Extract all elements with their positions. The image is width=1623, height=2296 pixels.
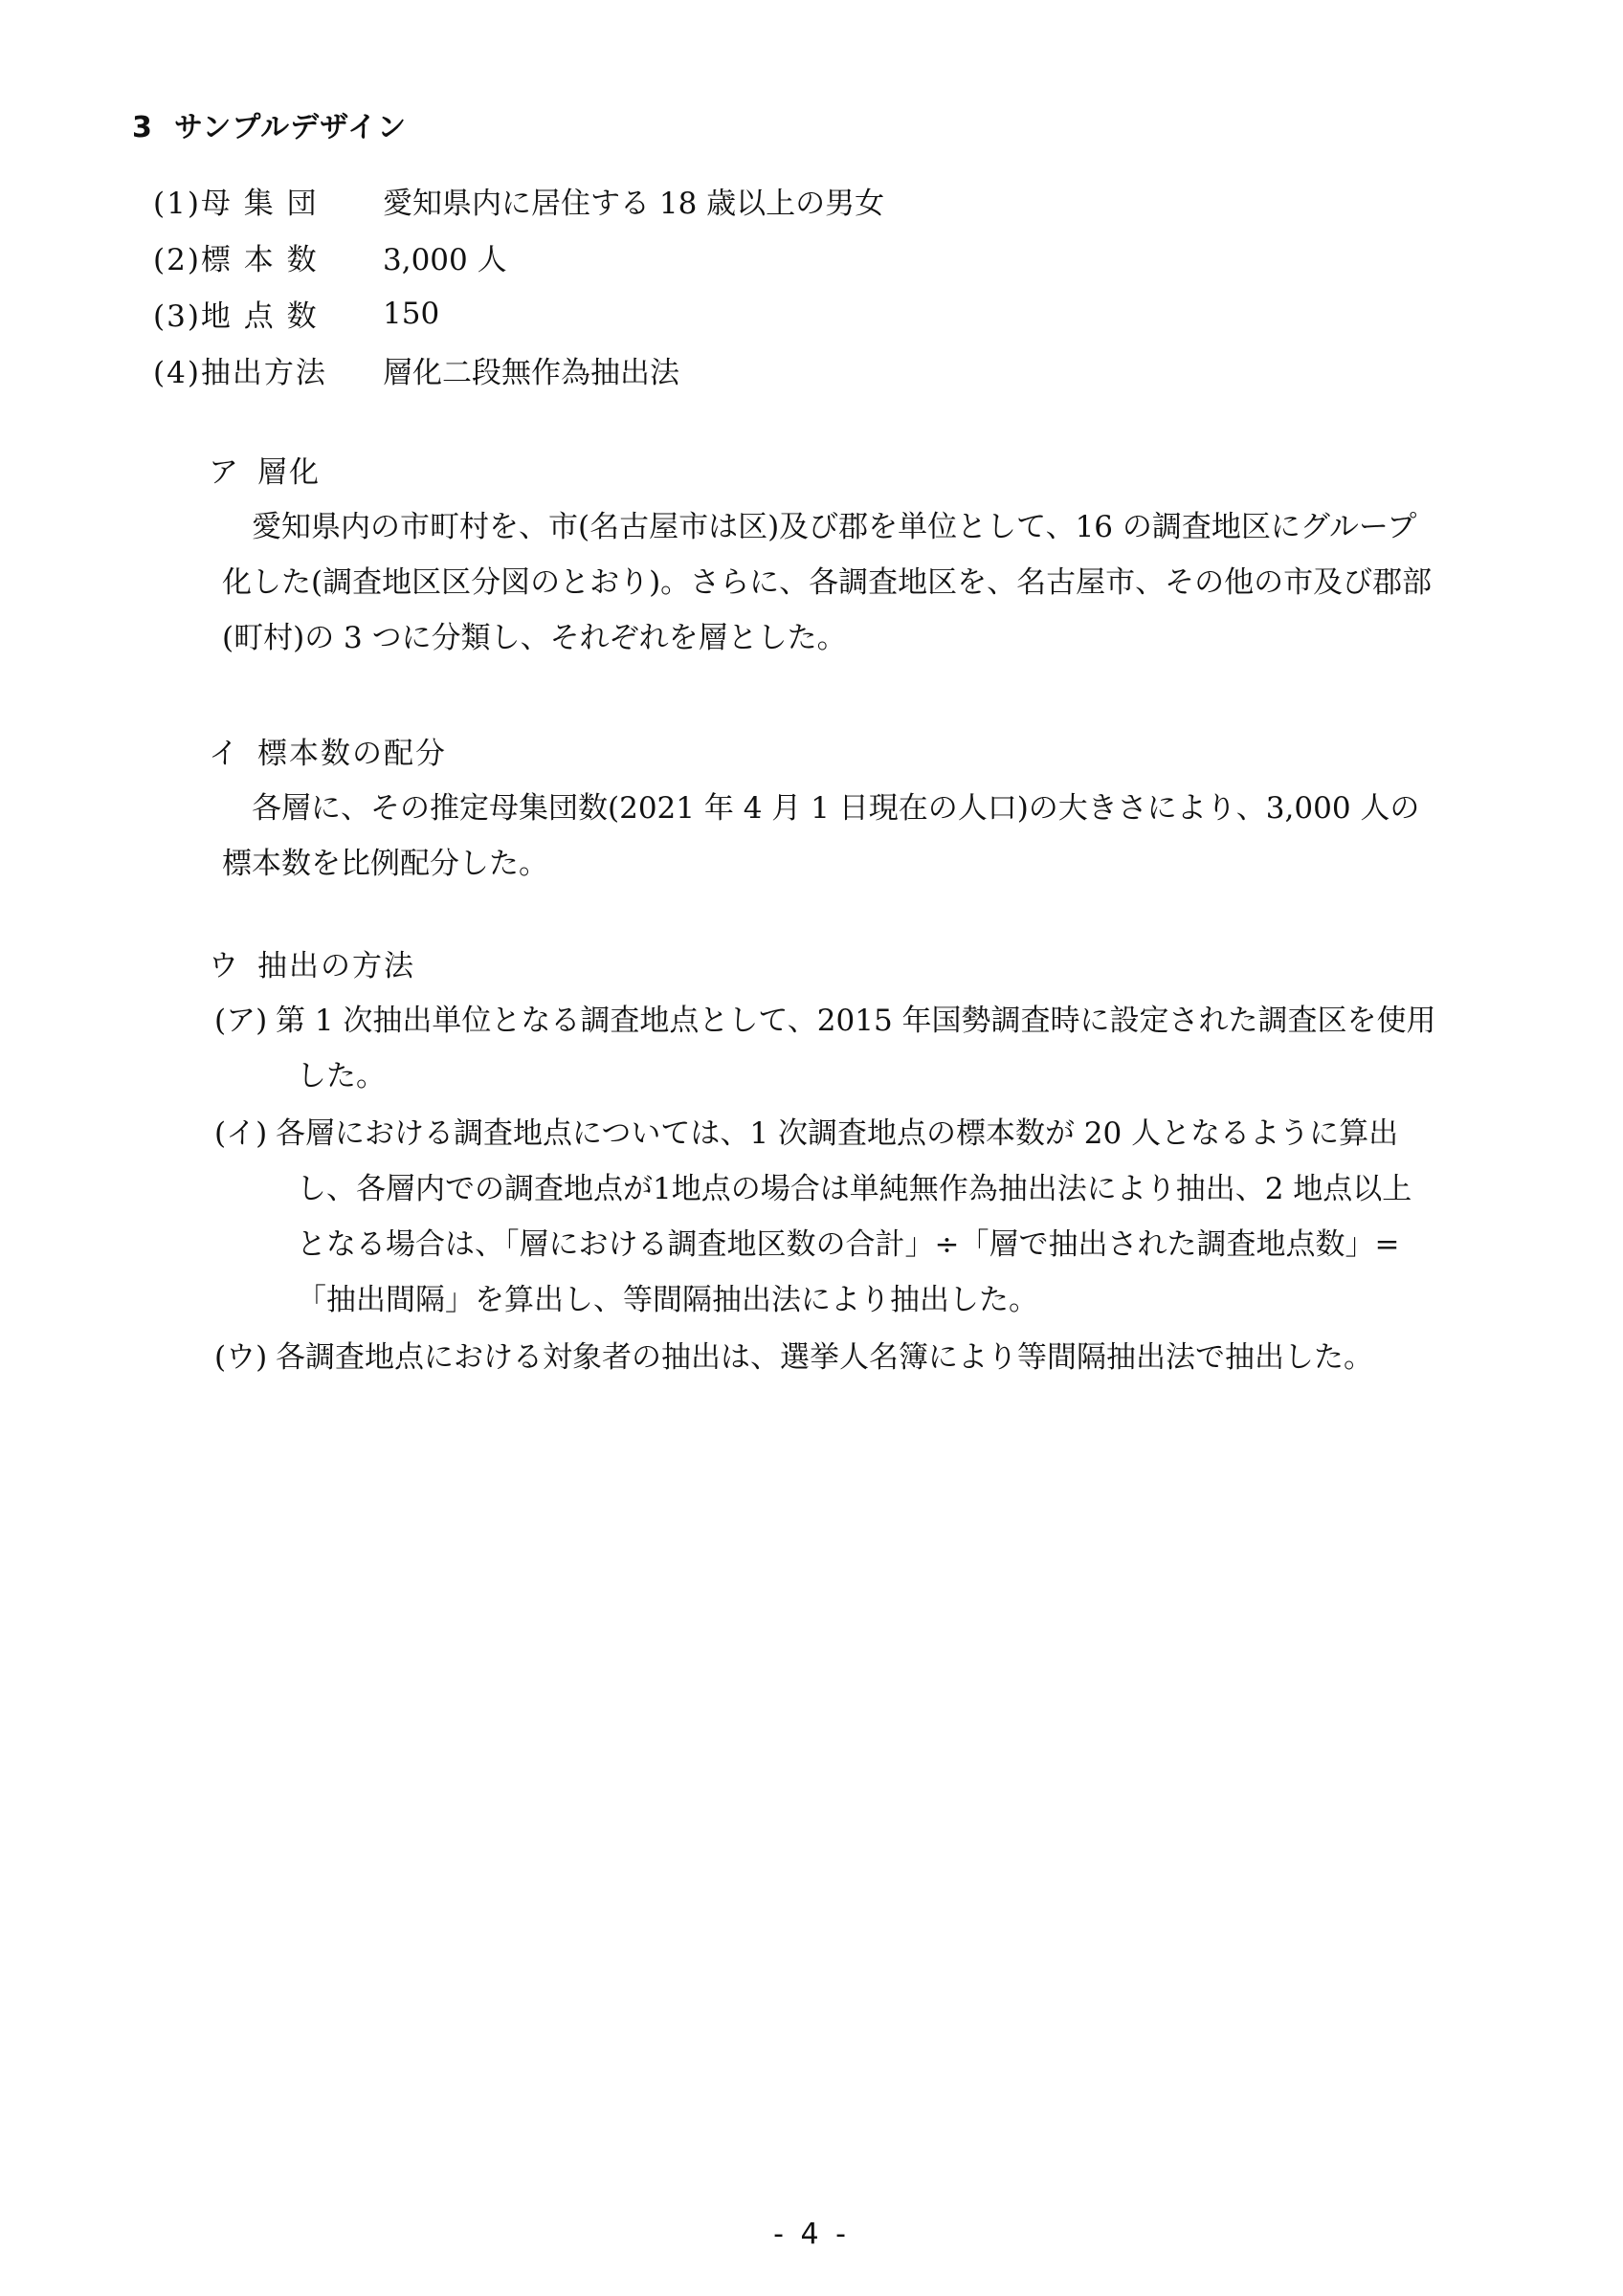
design-value: 150	[383, 296, 440, 331]
design-row-points	[153, 285, 884, 342]
subsection-stratification	[209, 446, 1437, 666]
list-item-mark: (イ)	[214, 1116, 268, 1151]
list-item	[214, 1106, 1437, 1328]
subsection-heading	[209, 727, 1437, 781]
list-item-text: 各層における調査地点については、1 次調査地点の標本数が 20 人となるように算出し、各層内での調査地点が1地点の場合は単純無作為抽出法により抽出、2 地点以上となる場合は、「層における調査地区数の合計」÷「層で抽出された調査地点数」=「抽出間隔」を算出し、等間隔抽出法により抽出した。	[276, 1116, 1412, 1317]
list-item-mark: (ウ)	[214, 1340, 268, 1375]
subsection-mark: イ	[209, 737, 240, 771]
section-heading	[132, 103, 407, 145]
subsection-title: 標本数の配分	[257, 737, 447, 771]
subsection-extraction-method	[209, 939, 1437, 1385]
design-value: 層化二段無作為抽出法	[383, 356, 679, 390]
list-item-text: 第 1 次抽出単位となる調査地点として、2015 年国勢調査時に設定された調査区を使用した。	[276, 1004, 1436, 1093]
design-label: (2)標 本 数	[153, 243, 319, 277]
subsection-paragraph: 各層に、その推定母集団数(2021 年 4 月 1 日現在の人口)の大きさにより、3,000 人の標本数を比例配分した。	[222, 791, 1420, 881]
list-item-text: 各調査地点における対象者の抽出は、選挙人名簿により等間隔抽出法で抽出した。	[276, 1340, 1373, 1375]
design-label: (1)母 集 団	[153, 187, 319, 221]
design-row-sample-size	[153, 229, 884, 285]
sample-design-list	[153, 172, 884, 398]
subsection-mark: ウ	[209, 949, 240, 983]
design-label: (3)地 点 数	[153, 299, 319, 334]
list-item	[214, 1330, 1437, 1385]
subsection-heading	[209, 446, 1437, 499]
section-title: サンプルデザイン	[173, 111, 408, 144]
design-label: (4)抽出方法	[153, 356, 327, 390]
subsection-title: 抽出の方法	[257, 949, 415, 983]
subsection-paragraph: 愛知県内の市町村を、市(名古屋市は区)及び郡を単位として、16 の調査地区にグループ化した(調査地区区分図のとおり)。さらに、各調査地区を、名古屋市、その他の市及び郡部(町村)の 3 つに分類し、それぞれを層とした。	[222, 510, 1433, 655]
list-item-mark: (ア)	[214, 1004, 268, 1038]
design-value: 3,000 人	[383, 243, 507, 277]
page-number: - 4 -	[773, 2218, 850, 2251]
section-number: 3	[132, 111, 153, 144]
design-row-method	[153, 342, 884, 398]
subsection-title: 層化	[257, 455, 321, 490]
subsection-allocation	[209, 727, 1437, 892]
subsection-mark: ア	[209, 455, 240, 490]
list-item	[214, 993, 1437, 1104]
design-row-population	[153, 172, 884, 229]
design-value: 愛知県内に居住する 18 歳以上の男女	[383, 187, 885, 221]
subsection-heading	[209, 939, 1437, 993]
